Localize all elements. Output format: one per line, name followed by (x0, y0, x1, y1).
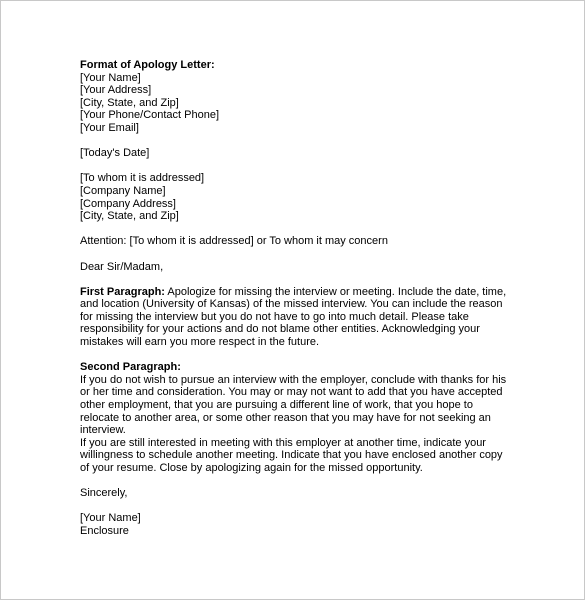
sender-phone: [Your Phone/Contact Phone] (80, 109, 220, 122)
sender-block (80, 59, 520, 135)
second-paragraph-label: Second Paragraph: (80, 361, 181, 374)
first-paragraph-text: Apologize for missing the interview or meeting. Include the date, time, (164, 285, 507, 298)
salutation-block (80, 261, 520, 274)
signature-name: [Your Name] (80, 512, 141, 525)
recipient-name: [To whom it is addressed] (80, 172, 205, 185)
letter-date: [Today's Date] (80, 147, 150, 160)
letter-heading: Format of Apology Letter: (80, 59, 215, 71)
sender-name: [Your Name] (80, 71, 141, 84)
recipient-block (80, 172, 520, 222)
attention-block (80, 235, 520, 248)
second-paragraph-line: relocate to another area, or some other reason that you may have for not seeking an (80, 411, 491, 424)
first-paragraph-line: for missing the interview but you do not have to go into much detail. Please take (80, 310, 469, 323)
second-paragraph-line: other employment, that you are pursuing a different line of work, that you hope to (80, 399, 473, 412)
second-paragraph-line: of your resume. Close by apologizing again for the missed opportunity. (80, 462, 423, 474)
enclosure-note: Enclosure (80, 524, 129, 537)
second-paragraph-line: or her time and consideration. You may or may not want to add that you have accepted (80, 386, 503, 399)
letter-body (80, 59, 520, 538)
closing-block (80, 487, 520, 500)
sender-address: [Your Address] (80, 84, 152, 97)
second-paragraph-line: If you do not wish to pursue an interview with the employer, conclude with thanks for his (80, 373, 507, 386)
second-paragraph-line: If you are still interested in meeting with this employer at another time, indicate your (80, 436, 486, 449)
sender-city-state-zip: [City, State, and Zip] (80, 96, 179, 109)
first-paragraph-line: mistakes will earn you more respect in the future. (80, 336, 320, 349)
sender-email: [Your Email] (80, 121, 139, 134)
first-paragraph-line (80, 286, 520, 299)
first-paragraph-line: and location (University of Kansas) of the missed interview. You can include the reason (80, 298, 503, 311)
recipient-address: [Company Address] (80, 197, 176, 210)
recipient-company: [Company Name] (80, 184, 166, 197)
second-paragraph (80, 361, 520, 474)
second-paragraph-line: willingness to schedule another meeting. Indicate that you have enclosed another copy (80, 449, 503, 462)
date-block (80, 147, 520, 160)
closing: Sincerely, (80, 487, 128, 500)
salutation: Dear Sir/Madam, (80, 260, 164, 273)
first-paragraph-line: responsibility for your actions and do not blame other entities. Acknowledging your (80, 323, 480, 336)
first-paragraph-label: First Paragraph: (80, 285, 165, 298)
signature-block (80, 512, 520, 537)
first-paragraph (80, 286, 520, 349)
attention-line: Attention: [To whom it is addressed] or To whom it may concern (80, 235, 388, 248)
recipient-city-state-zip: [City, State, and Zip] (80, 210, 179, 223)
second-paragraph-line: interview. (80, 424, 126, 437)
